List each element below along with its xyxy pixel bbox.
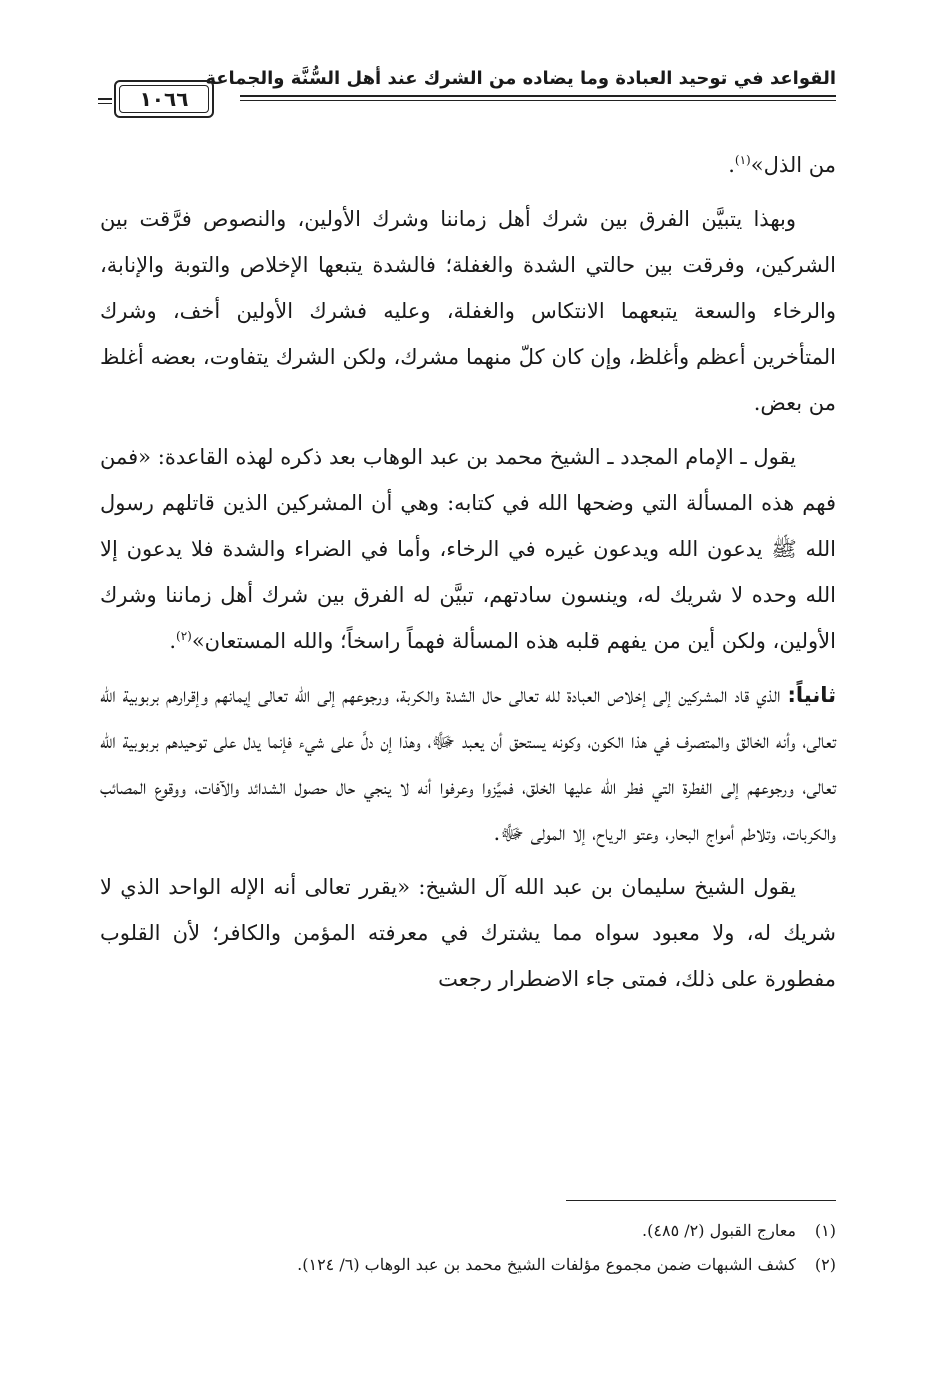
footnote-2	[100, 1248, 836, 1282]
footnote-number: (١)	[814, 1221, 836, 1240]
paragraph-text: من الذل»	[750, 153, 836, 177]
paragraph-tail: .	[169, 629, 176, 653]
footnote-text: معارج القبول (٢/ ٤٨٥).	[642, 1221, 796, 1240]
paragraph-text: يقول ـ الإمام المجدد ـ الشيخ محمد بن عبد الوهاب بعد ذكره لهذه القاعدة: «فمن فهم هذه المسألة التي وضحها الله في كتابه: وهي أن المشركين الذين قاتلهم رسول الله ﷺ يدعون الله ويدعون غيره في الرخاء، وأما في الضراء والشدة فلا يدعون إلا الله وحده لا شريك له، وينسون سادتهم، تبيَّن له الفرق بين شرك أهل زماننا وشرك الأولين، ولكن أين من يفهم قلبه هذه المسألة فهماً راسخاً؛ والله المستعان»	[100, 445, 836, 653]
paragraph-quote-ibn-abdulwahhab	[100, 434, 836, 664]
paragraph-difference	[100, 196, 836, 426]
header-rule-thin	[240, 100, 836, 101]
footnotes	[100, 1214, 836, 1282]
running-header	[100, 58, 836, 128]
page-number: ١٠٦٦	[139, 87, 189, 111]
paragraph-quote-sulayman	[100, 864, 836, 1002]
book-page	[100, 58, 836, 1358]
paragraph-text: الذي قاد المشركين إلى إخلاص العبادة لله تعالى حال الشدة والكربة، ورجوعهم إلى الله تعالى إيمانهم وإقرارهم بربوبية الله تعالى، وأنه الخالق والمتصرف في هذا الكون، وكونه يستحق أن يعبد ﷻ، وهذا إن دلَّ على شيء فإنما يدل على توحيدهم بربوبية الله تعالى، ورجوعهم إلى الفطرة التي فطر الله عليها الخلق، فميَّزوا وعرفوا أنه لا ينجي حال حصول الشدائد والآفات، ووقوع المصائب والكربات، وتلاطم أمواج البحار، وعتو الرياح، إلا المولى ﷻ.	[100, 683, 836, 845]
point-label: ثانياً:	[787, 683, 837, 707]
paragraph-second-point	[100, 672, 836, 856]
header-rule-left	[98, 98, 112, 100]
footnote-ref-2: (٢)	[176, 629, 192, 643]
footnote-ref-1: (١)	[734, 153, 751, 167]
footnote-number: (٢)	[814, 1255, 836, 1274]
paragraph-continuation	[100, 142, 836, 188]
footnote-text: كشف الشبهات ضمن مجموع مؤلفات الشيخ محمد بن عبد الوهاب (٦/ ١٢٤).	[297, 1255, 796, 1274]
paragraph-tail: .	[728, 153, 735, 177]
header-rule-left-thin	[98, 103, 112, 104]
header-rule	[240, 95, 836, 97]
header-title: القواعد في توحيد العبادة وما يضاده من الشرك عند أهل السُّنَّة والجماعة	[205, 68, 836, 89]
main-text	[100, 142, 836, 1010]
footnote-separator	[566, 1200, 836, 1201]
footnote-1	[100, 1214, 836, 1248]
paragraph-text: وبهذا يتبيَّن الفرق بين شرك أهل زماننا وشرك الأولين، والنصوص فرَّقت بين الشركين، وفرقت بين حالتي الشدة والغفلة؛ فالشدة يتبعها الإخلاص والتوبة والإنابة، والرخاء والسعة يتبعهما الانتكاس والغفلة، وعليه فشرك الأولين أخف، وشرك المتأخرين أعظم وأغلظ، وإن كان كلّ منهما مشرك، ولكن الشرك يتفاوت، بعضه أغلظ من بعض.	[100, 207, 836, 415]
page-number-frame	[114, 80, 214, 118]
paragraph-text: يقول الشيخ سليمان بن عبد الله آل الشيخ: «يقرر تعالى أنه الإله الواحد الذي لا شريك له، ولا معبود سواه مما يشترك في معرفته المؤمن والكافر؛ لأن القلوب مفطورة على ذلك، فمتى جاء الاضطرار رجعت	[100, 875, 836, 991]
